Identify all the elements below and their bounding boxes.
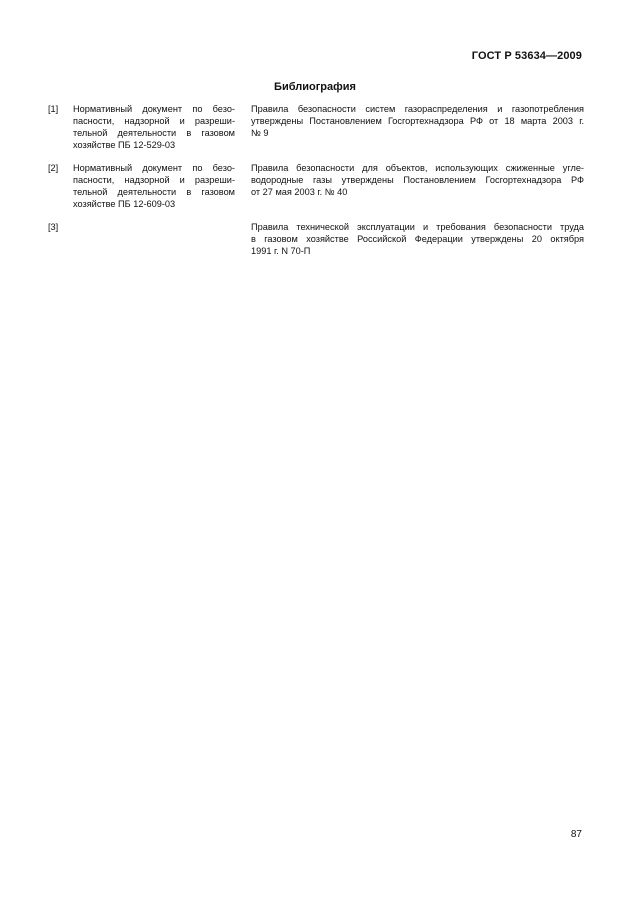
- entry-number: [2]: [48, 163, 59, 173]
- entry-document: [73, 103, 235, 151]
- entry-description: [251, 221, 584, 257]
- standard-header: ГОСТ Р 53634—2009: [471, 50, 582, 62]
- document-line: тельной деятельности в газовом: [73, 187, 235, 197]
- document-line: пасности, надзорной и разреши-: [73, 116, 235, 126]
- entry-description: [251, 162, 584, 198]
- description-line: водородные газы утверждены Постановлением Госгортехнадзора РФ: [251, 175, 584, 185]
- description-line: № 9: [251, 128, 269, 138]
- description-line: в газовом хозяйстве Российской Федерации утверждены 20 октября: [251, 234, 584, 244]
- entry-number: [3]: [48, 222, 59, 232]
- document-line: Нормативный документ по безо-: [73, 104, 235, 114]
- bibliography-entry: [48, 221, 584, 257]
- description-line: Правила технической эксплуатации и требования безопасности труда: [251, 222, 584, 232]
- description-line: 1991 г. N 70-П: [251, 246, 311, 256]
- bibliography-title: Библиография: [274, 81, 356, 93]
- entry-number: [1]: [48, 104, 59, 114]
- document-line: хозяйстве ПБ 12-529-03: [73, 140, 176, 150]
- bibliography-list: [48, 103, 584, 268]
- document-line: Нормативный документ по безо-: [73, 163, 235, 173]
- description-line: от 27 мая 2003 г. № 40: [251, 187, 348, 197]
- bibliography-entry: [48, 162, 584, 210]
- document-line: хозяйстве ПБ 12-609-03: [73, 199, 176, 209]
- document-line: тельной деятельности в газовом: [73, 128, 235, 138]
- document-line: пасности, надзорной и разреши-: [73, 175, 235, 185]
- description-line: Правила безопасности для объектов, использующих сжиженные угле-: [251, 163, 584, 173]
- description-line: утверждены Постановлением Госгортехнадзора РФ от 18 марта 2003 г.: [251, 116, 584, 126]
- description-line: Правила безопасности систем газораспределения и газопотребления: [251, 104, 584, 114]
- page-number: 87: [570, 829, 582, 840]
- entry-description: [251, 103, 584, 139]
- bibliography-entry: [48, 103, 584, 151]
- entry-document: [73, 162, 235, 210]
